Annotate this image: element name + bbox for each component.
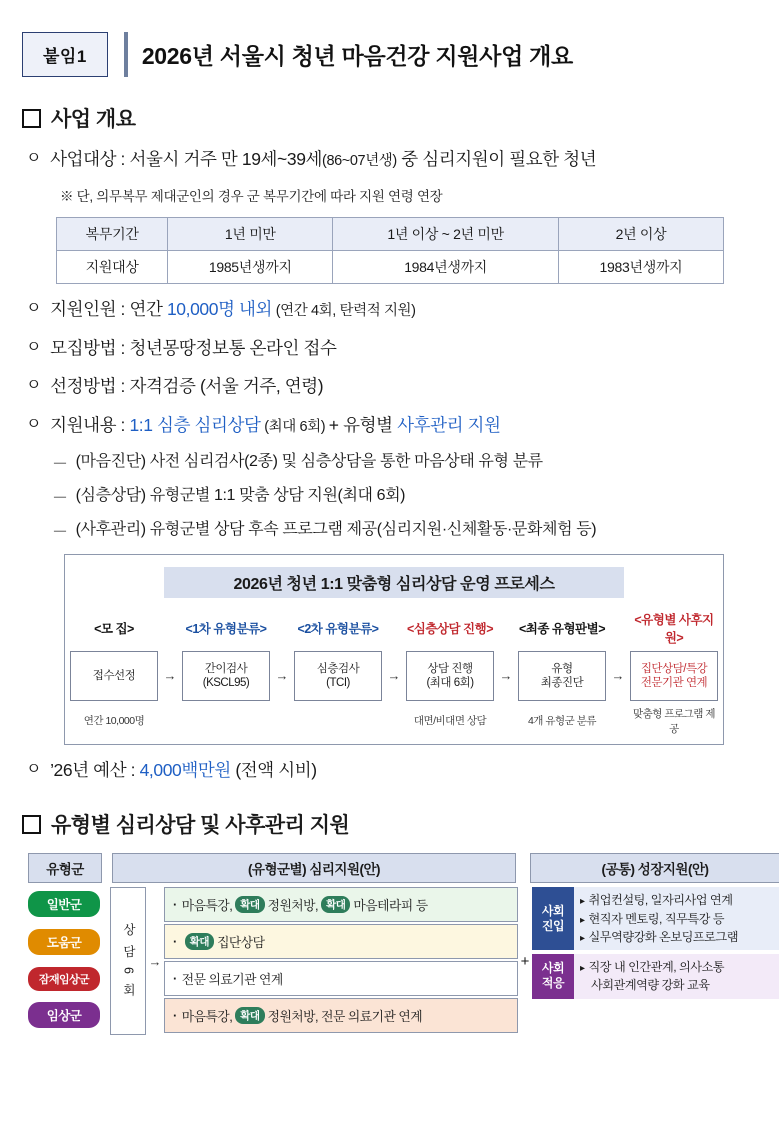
bullet-application-method-text: 모집방법 : 청년몽땅정보통 온라인 접수	[50, 337, 337, 358]
process-node: 집단상담/특강 전문기관 연계	[630, 651, 718, 701]
circle-bullet-icon: ㅇ	[26, 415, 42, 433]
process-label: <1차 유형분류>	[185, 621, 267, 636]
expand-tag: 확대	[235, 896, 264, 913]
plus-sign: +	[520, 952, 530, 970]
dash-bullet-icon: －	[52, 455, 68, 473]
table-row-label: 지원대상	[57, 251, 168, 284]
type-pill-potential-clinical: 잠재임상군	[28, 967, 100, 991]
support-matrix-header	[28, 853, 779, 883]
circle-bullet-icon: ㅇ	[26, 760, 42, 778]
growth-row-social-adapt	[532, 954, 779, 999]
support-matrix-body	[28, 887, 779, 1035]
bullet-application-method	[26, 336, 757, 361]
bullet-target	[26, 147, 757, 172]
document-header	[22, 32, 757, 77]
table-header-row	[57, 218, 724, 251]
process-footnote: 맞춤형 프로그램 제공	[633, 707, 715, 735]
header-psych-support: (유형군별) 심리지원(안)	[112, 853, 516, 883]
process-footnote: 4개 유형군 분류	[527, 715, 597, 728]
detail-item-diagnosis	[52, 451, 757, 474]
growth-label-social-adapt: 사회 적응	[532, 954, 574, 999]
target-note: ※ 단, 의무복무 제대군인의 경우 군 복무기간에 따라 지원 연령 연장	[60, 189, 443, 205]
arrow-icon: →	[611, 668, 625, 684]
circle-bullet-icon: ㅇ	[26, 150, 42, 167]
dash-bullet-icon: －	[52, 489, 68, 507]
square-bullet-icon	[22, 815, 41, 834]
dash-bullet-icon: －	[52, 523, 68, 541]
bullet-budget-text: ’26년 예산 : 4,000백만원 (전액 시비)	[50, 759, 317, 780]
arrow-icon: →	[163, 668, 177, 684]
detail-item-followup	[52, 519, 757, 542]
process-label: <심층상담 진행>	[406, 621, 494, 636]
page-title: 2026년 서울시 청년 마음건강 지원사업 개요	[141, 43, 573, 69]
header-growth-support: (공통) 성장지원(안)	[530, 853, 779, 883]
title-container	[124, 32, 757, 77]
type-pill-help: 도움군	[28, 929, 100, 955]
detail-item-counseling	[52, 485, 757, 508]
table-header-cell: 1년 미만	[168, 218, 333, 251]
section-heading-support	[22, 809, 757, 839]
section-heading-overview	[22, 103, 757, 133]
process-label: <최종 유형판별>	[518, 621, 606, 636]
square-bullet-icon	[22, 109, 41, 128]
process-diagram	[64, 554, 724, 745]
process-footnote	[182, 716, 270, 721]
table-cell: 1985년생까지	[168, 251, 333, 284]
process-footnote	[294, 716, 382, 721]
process-node: 상담 진행 (최대 6회)	[406, 651, 494, 701]
process-node: 심층검사 (TCI)	[294, 651, 382, 701]
process-label: <유형별 사후지원>	[634, 612, 714, 645]
growth-text-social-adapt: ▸ 직장 내 인간관계, 의사소통 사회관계역량 강화 교육	[574, 954, 779, 999]
table-row	[57, 251, 724, 284]
process-labels-row	[65, 610, 723, 651]
table-header-cell: 복무기간	[57, 218, 168, 251]
process-footnotes-row	[65, 701, 723, 736]
table-header-cell: 2년 이상	[558, 218, 723, 251]
process-label: <2차 유형분류>	[297, 621, 379, 636]
process-footnote: 대면/비대면 상담	[413, 715, 487, 728]
psych-support-rows	[164, 887, 518, 1035]
process-node: 접수선정	[70, 651, 158, 701]
growth-support-column	[532, 887, 779, 1035]
bullet-budget	[26, 758, 757, 783]
circle-bullet-icon: ㅇ	[26, 377, 42, 395]
support-row-help: · 확대 집단상담	[164, 924, 518, 959]
bullet-support-content-text: 지원내용 : 1:1 심층 심리상담 (최대 6회) + 유형별 사후관리 지원	[50, 414, 501, 435]
bullet-target-text: 사업대상 : 서울시 거주 만 19세~39세(86~07년생) 중 심리지원이 필요한 청년	[50, 149, 597, 169]
counseling-sessions-label: 상 담 6 회	[110, 887, 146, 1035]
header-category: 유형군	[28, 853, 102, 883]
bullet-selection-method-text: 선정방법 : 자격검증 (서울 거주, 연령)	[50, 376, 324, 397]
arrow-icon: →	[499, 668, 513, 684]
growth-row-social-entry	[532, 887, 779, 950]
process-node: 유형 최종진단	[518, 651, 606, 701]
process-footnote: 연간 10,000명	[83, 715, 145, 728]
support-row-clinical: · 마음특강, 확대 정원처방, 전문 의료기관 연계	[164, 998, 518, 1033]
attachment-badge: 붙임1	[22, 32, 108, 77]
growth-label-social-entry: 사회 진입	[532, 887, 574, 950]
type-pill-general: 일반군	[28, 891, 100, 917]
bullet-selection-method	[26, 374, 757, 399]
arrow-icon: →	[148, 953, 162, 969]
detail-item-counseling-text: (심층상담) 유형군별 1:1 맞춤 상담 지원(최대 6회)	[75, 486, 406, 504]
service-period-table	[56, 217, 724, 284]
expand-tag: 확대	[235, 1007, 264, 1024]
growth-text-social-entry: ▸ 취업컨설팅, 일자리사업 연계 ▸ 현직자 멘토링, 직무특강 등 ▸ 실무역량강화 온보딩프로그램	[574, 887, 779, 950]
type-pill-column	[28, 887, 100, 1035]
detail-item-diagnosis-text: (마음진단) 사전 심리검사(2종) 및 심층상담을 통한 마음상태 유형 분류	[75, 452, 543, 470]
process-nodes-row	[65, 651, 723, 701]
arrow-icon: →	[387, 668, 401, 684]
circle-bullet-icon: ㅇ	[26, 300, 42, 318]
table-cell: 1984년생까지	[333, 251, 559, 284]
circle-bullet-icon: ㅇ	[26, 338, 42, 356]
support-row-general: · 마음특강, 확대 정원처방, 확대 마음테라피 등	[164, 887, 518, 922]
expand-tag: 확대	[321, 896, 350, 913]
type-pill-clinical: 임상군	[28, 1002, 100, 1028]
process-node: 간이검사 (KSCL95)	[182, 651, 270, 701]
detail-item-followup-text: (사후관리) 유형군별 상담 후속 프로그램 제공(심리지원·신체활동·문화체험 등)	[75, 520, 597, 538]
section2-title: 유형별 심리상담 및 사후관리 지원	[51, 814, 350, 838]
bullet-support-count-text: 지원인원 : 연간 10,000명 내외 (연간 4회, 탄력적 지원)	[50, 299, 416, 320]
support-matrix	[28, 853, 779, 1035]
table-header-cell: 1년 이상 ~ 2년 미만	[333, 218, 559, 251]
support-row-potential-clinical: · 전문 의료기관 연계	[164, 961, 518, 996]
bullet-support-count	[26, 297, 757, 322]
expand-tag: 확대	[185, 933, 214, 950]
process-label: <모 집>	[94, 621, 134, 636]
bullet-support-content	[26, 413, 757, 438]
section1-title: 사업 개요	[51, 108, 136, 131]
arrow-icon: →	[275, 668, 289, 684]
table-cell: 1983년생까지	[558, 251, 723, 284]
process-diagram-title: 2026년 청년 1:1 맞춤형 심리상담 운영 프로세스	[164, 567, 624, 598]
